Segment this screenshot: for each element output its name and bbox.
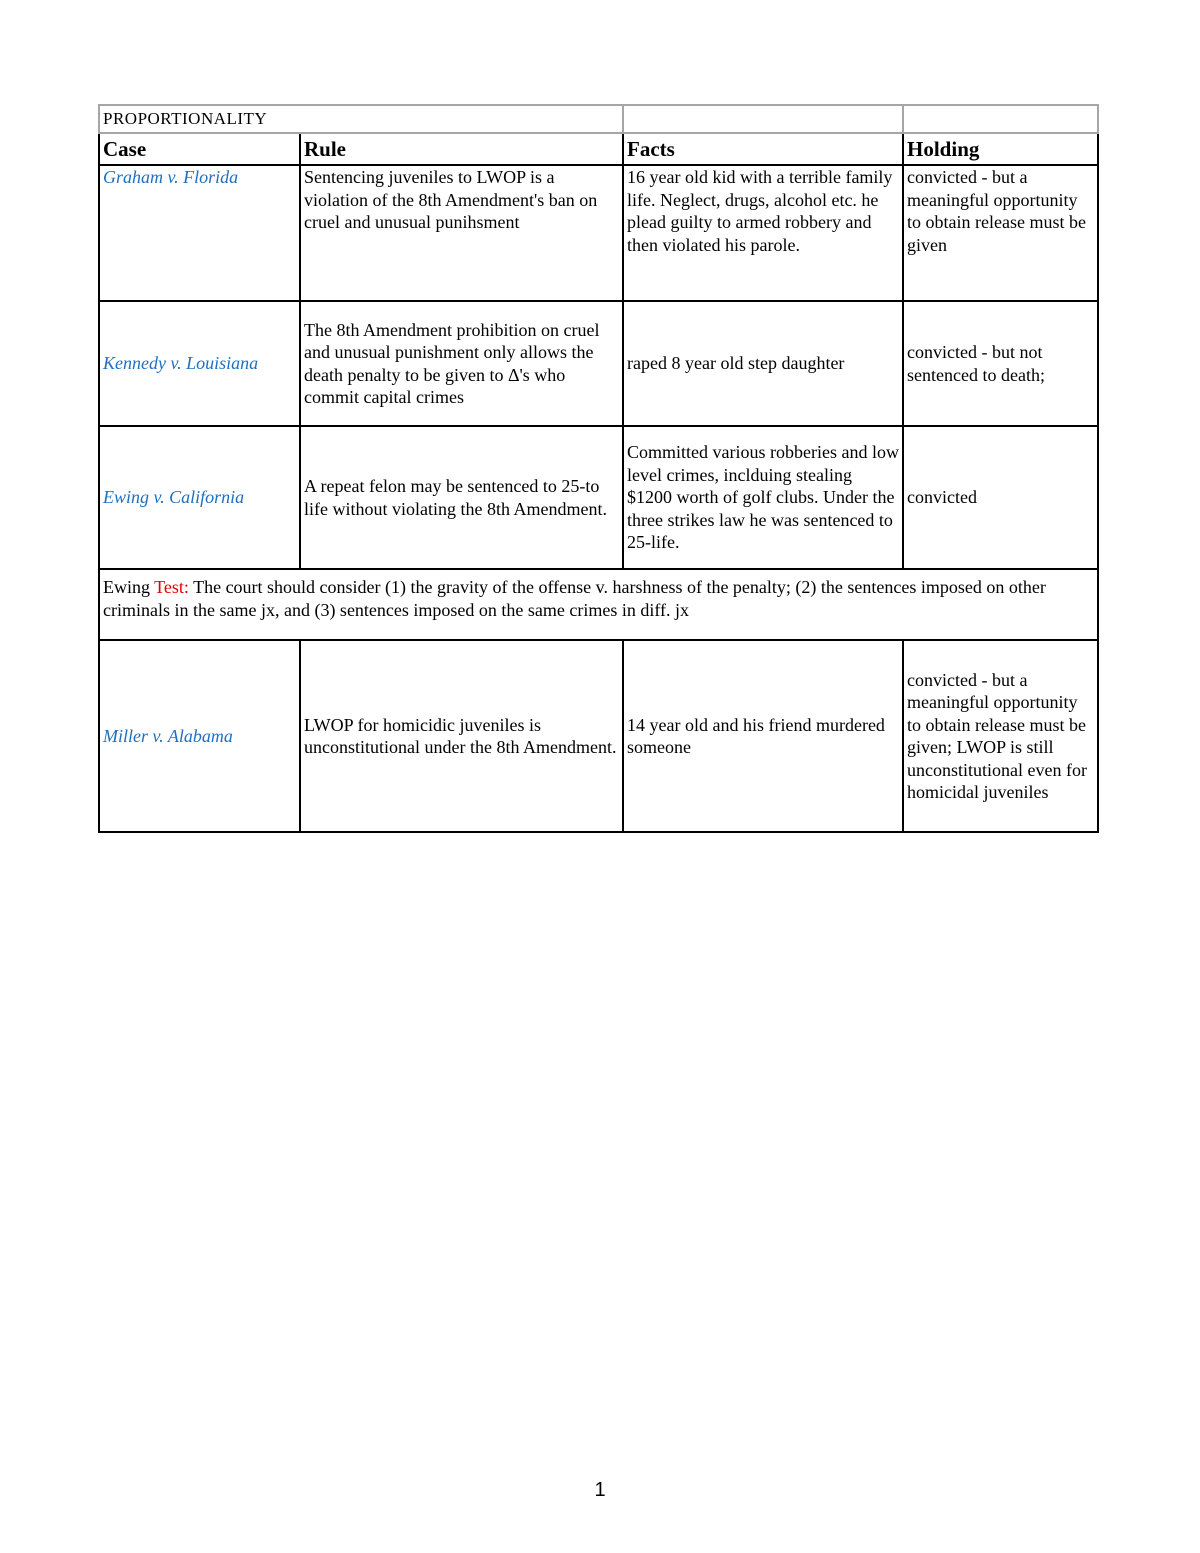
empty-title-cell (623, 105, 903, 133)
table-title: PROPORTIONALITY (99, 105, 623, 133)
page-number: 1 (594, 1479, 606, 1501)
header-row (99, 133, 1098, 165)
case-name: Kennedy v. Louisiana (99, 301, 300, 426)
holding-cell: convicted - but not sentenced to death; (903, 301, 1098, 426)
facts-cell: Committed various robberies and low level crimes, inclduing stealing $1200 worth of golf clubs. Under the three strikes law he was sentenced to 25-life. (623, 426, 903, 569)
rule-cell: LWOP for homicidic juveniles is unconstitutional under the 8th Amendment. (300, 640, 623, 832)
header-case: Case (99, 133, 300, 165)
table-row (99, 640, 1098, 832)
holding-cell: convicted - but a meaningful opportunity to obtain release must be given; LWOP is still unconstitutional even for homicidal juveniles (903, 640, 1098, 832)
rule-cell: Sentencing juveniles to LWOP is a violation of the 8th Amendment's ban on cruel and unusual punihsment (300, 165, 623, 301)
table-row (99, 165, 1098, 301)
empty-title-cell (903, 105, 1098, 133)
table-row (99, 301, 1098, 426)
table-row (99, 426, 1098, 569)
header-facts: Facts (623, 133, 903, 165)
ewing-test-label: Test: (154, 577, 189, 597)
facts-cell: 14 year old and his friend murdered someone (623, 640, 903, 832)
title-row (99, 105, 1098, 133)
case-name: Graham v. Florida (99, 165, 300, 301)
case-name: Ewing v. California (99, 426, 300, 569)
proportionality-table (98, 104, 1099, 833)
ewing-test-note (99, 569, 1098, 640)
ewing-test-text: The court should consider (1) the gravity of the offense v. harshness of the penalty; (2) the sentences imposed on other criminals in the same jx, and (3) sentences imposed on the same crimes in diff. jx (103, 577, 1046, 620)
case-name: Miller v. Alabama (99, 640, 300, 832)
rule-cell: A repeat felon may be sentenced to 25-to life without violating the 8th Amendment. (300, 426, 623, 569)
header-holding: Holding (903, 133, 1098, 165)
facts-cell: raped 8 year old step daughter (623, 301, 903, 426)
holding-cell: convicted (903, 426, 1098, 569)
ewing-test-row (99, 569, 1098, 640)
holding-cell: convicted - but a meaningful opportunity to obtain release must be given (903, 165, 1098, 301)
header-rule: Rule (300, 133, 623, 165)
facts-cell: 16 year old kid with a terrible family life. Neglect, drugs, alcohol etc. he plead guilty to armed robbery and then violated his parole. (623, 165, 903, 301)
ewing-test-prefix: Ewing (103, 577, 155, 597)
rule-cell: The 8th Amendment prohibition on cruel and unusual punishment only allows the death penalty to be given to Δ's who commit capital crimes (300, 301, 623, 426)
